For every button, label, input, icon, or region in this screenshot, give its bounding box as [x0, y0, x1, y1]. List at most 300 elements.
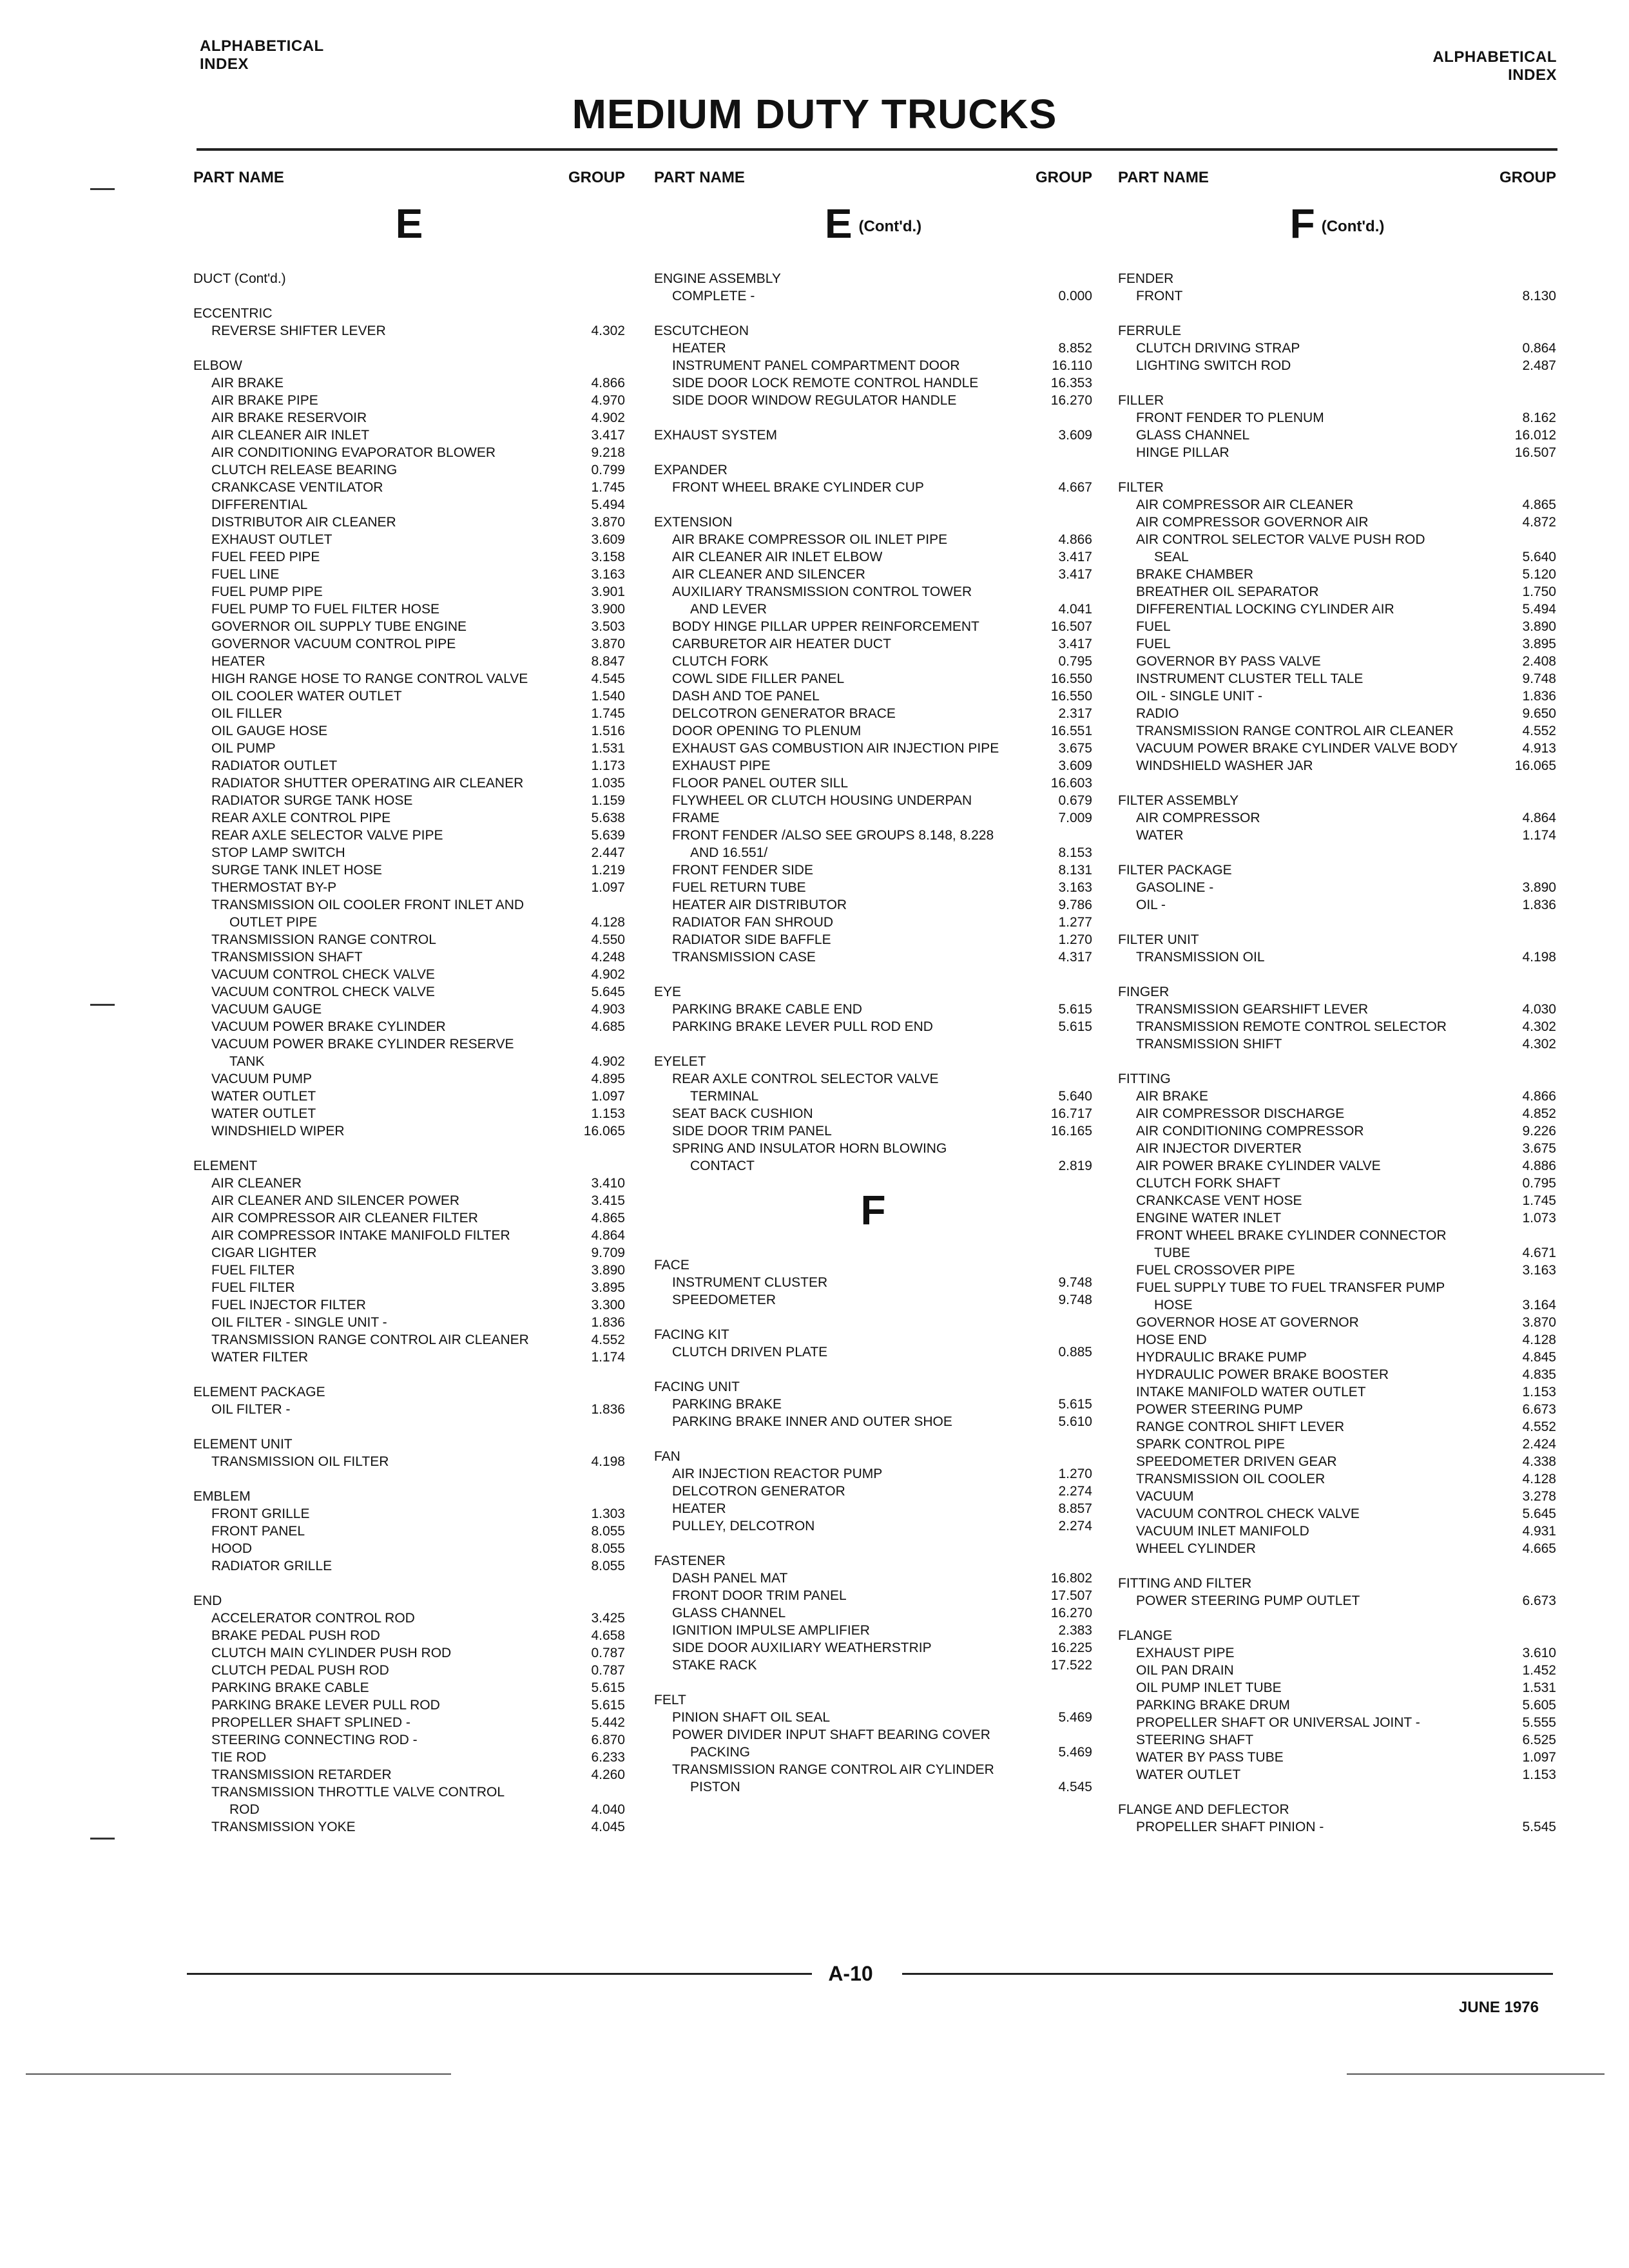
index-entry	[654, 705, 1092, 722]
index-entry	[654, 879, 1092, 896]
index-entry	[193, 1627, 625, 1644]
index-entry	[654, 1465, 1092, 1483]
index-entry	[1118, 1401, 1556, 1418]
entry-group-number: 1.277	[1058, 915, 1092, 930]
index-entry	[193, 1088, 625, 1105]
group-heading-name: ECCENTRIC	[193, 306, 273, 321]
entry-group-number: 16.802	[1050, 1571, 1092, 1586]
index-entry	[193, 427, 625, 444]
index-entry	[654, 1343, 1092, 1361]
index-entry	[654, 1018, 1092, 1035]
index-entry	[1118, 601, 1556, 618]
index-entry	[193, 1644, 625, 1662]
entry-part-name: EXHAUST GAS COMBUSTION AIR INJECTION PIPE	[672, 741, 999, 756]
group-heading	[1118, 861, 1556, 879]
entry-part-name: HEATER	[672, 341, 726, 356]
entry-group-number: 4.886	[1522, 1158, 1556, 1173]
entry-group-number: 1.540	[591, 689, 625, 704]
entry-part-name: OIL -	[1136, 898, 1166, 912]
section-letter-text: E	[395, 200, 423, 247]
index-column-3	[1118, 169, 1556, 1836]
index-entry	[193, 1209, 625, 1227]
entry-part-name: VACUUM POWER BRAKE CYLINDER RESERVE	[211, 1037, 514, 1052]
index-entry	[654, 1157, 1092, 1175]
entry-group-number: 4.665	[1522, 1541, 1556, 1556]
index-entry	[654, 1778, 1092, 1796]
entry-group-number: 5.615	[1058, 1019, 1092, 1034]
entry-group-number: 16.550	[1050, 689, 1092, 704]
entry-part-name: BREATHER OIL SEPARATOR	[1136, 584, 1319, 599]
index-group	[193, 1157, 625, 1366]
entry-group-number: 16.270	[1050, 1606, 1092, 1620]
section-letter	[654, 195, 1092, 253]
entry-group-number: 5.640	[1522, 550, 1556, 564]
entry-group-number: 8.055	[591, 1541, 625, 1556]
index-entry	[654, 635, 1092, 653]
group-heading	[193, 1383, 625, 1401]
index-entry	[1118, 809, 1556, 827]
index-entry	[654, 792, 1092, 809]
index-entry	[193, 1714, 625, 1731]
index-entry	[193, 635, 625, 653]
entry-part-name: TRANSMISSION OIL COOLER	[1136, 1472, 1325, 1486]
index-group	[654, 1378, 1092, 1430]
entry-part-name: EXHAUST PIPE	[672, 758, 771, 773]
entry-group-number: 6.870	[591, 1733, 625, 1747]
entry-group-number: 2.408	[1522, 654, 1556, 669]
entry-group-number: 5.494	[591, 497, 625, 512]
section-letter-cont: (Cont'd.)	[858, 218, 922, 236]
index-group	[654, 1053, 1092, 1175]
entry-part-name: AIR COMPRESSOR	[1136, 811, 1260, 825]
page-number: A-10	[828, 1962, 873, 1985]
entry-part-name: FRONT FENDER /ALSO SEE GROUPS 8.148, 8.228	[672, 828, 994, 843]
header-right-line2: INDEX	[1508, 66, 1557, 84]
index-entry	[193, 1105, 625, 1122]
index-entry	[654, 827, 1092, 844]
entry-group-number: 0.885	[1058, 1345, 1092, 1360]
entry-part-name: STEERING CONNECTING ROD -	[211, 1733, 418, 1747]
index-entry	[654, 1413, 1092, 1430]
index-entry	[1118, 1766, 1556, 1783]
entry-part-name: AIR COMPRESSOR AIR CLEANER	[1136, 497, 1354, 512]
entry-part-name: SEAT BACK CUSHION	[672, 1106, 813, 1121]
group-heading-name: ELEMENT	[193, 1158, 258, 1173]
entry-group-number: 3.278	[1522, 1489, 1556, 1504]
group-heading-name: FERRULE	[1118, 323, 1182, 338]
entry-group-number: 3.164	[1522, 1298, 1556, 1312]
entry-part-name: BRAKE CHAMBER	[1136, 567, 1254, 582]
entry-group-number: 4.864	[591, 1228, 625, 1243]
entry-group-number: 1.836	[591, 1315, 625, 1330]
group-heading	[1118, 479, 1556, 496]
group-heading-name: FASTENER	[654, 1553, 726, 1568]
entry-group-number: 3.901	[591, 584, 625, 599]
entry-group-number: 4.040	[591, 1802, 625, 1817]
entry-group-number: 0.864	[1522, 341, 1556, 356]
entry-part-name: INTAKE MANIFOLD WATER OUTLET	[1136, 1385, 1366, 1399]
entry-part-name: HINGE PILLAR	[1136, 445, 1229, 460]
group-heading-name: FITTING AND FILTER	[1118, 1576, 1252, 1591]
index-entry	[193, 792, 625, 809]
entry-group-number: 4.030	[1522, 1002, 1556, 1017]
entry-part-name: FUEL INJECTOR FILTER	[211, 1298, 366, 1312]
index-group	[1118, 1070, 1556, 1557]
entry-group-number: 5.645	[1522, 1506, 1556, 1521]
index-entry	[654, 392, 1092, 409]
entry-group-number: 4.667	[1058, 480, 1092, 495]
entry-part-name: OUTLET PIPE	[229, 915, 318, 930]
entry-part-name: VACUUM	[1136, 1489, 1194, 1504]
index-entry	[193, 948, 625, 966]
entry-group-number: 5.469	[1058, 1710, 1092, 1725]
index-group	[193, 1383, 625, 1418]
entry-part-name: TIE ROD	[211, 1750, 267, 1765]
group-heading	[1118, 322, 1556, 340]
index-entry	[654, 583, 1092, 601]
index-entry	[1118, 687, 1556, 705]
entry-part-name: FUEL FEED PIPE	[211, 550, 320, 564]
entry-group-number: 4.970	[591, 393, 625, 408]
index-entry	[193, 1070, 625, 1088]
group-heading	[1118, 392, 1556, 409]
entry-group-number: 16.065	[1514, 758, 1556, 773]
group-heading-name: FLANGE AND DEFLECTOR	[1118, 1802, 1289, 1817]
index-entry	[193, 861, 625, 879]
index-entry	[1118, 1818, 1556, 1836]
entry-part-name: PARKING BRAKE DRUM	[1136, 1698, 1290, 1713]
index-entry	[1118, 1279, 1556, 1296]
group-heading	[654, 514, 1092, 531]
index-entry	[654, 653, 1092, 670]
entry-part-name: CRANKCASE VENTILATOR	[211, 480, 383, 495]
index-entry	[193, 409, 625, 427]
entry-part-name: OIL COOLER WATER OUTLET	[211, 689, 402, 704]
index-entry	[193, 931, 625, 948]
index-entry	[193, 618, 625, 635]
entry-part-name: AIR CLEANER AND SILENCER	[672, 567, 865, 582]
entry-part-name: AIR CONTROL SELECTOR VALVE PUSH ROD	[1136, 532, 1425, 547]
index-entry	[1118, 1314, 1556, 1331]
index-entry	[654, 740, 1092, 757]
index-entry	[1118, 1122, 1556, 1140]
entry-group-number: 1.097	[591, 1089, 625, 1104]
entry-part-name: SIDE DOOR WINDOW REGULATOR HANDLE	[672, 393, 957, 408]
margin-mark	[90, 1004, 115, 1006]
index-entry	[1118, 1436, 1556, 1453]
index-entry	[193, 966, 625, 983]
index-entry	[1118, 287, 1556, 305]
entry-group-number: 1.531	[591, 741, 625, 756]
entry-part-name: WATER BY PASS TUBE	[1136, 1750, 1284, 1765]
group-heading	[654, 983, 1092, 1001]
index-entry	[193, 1018, 625, 1035]
entry-group-number: 8.852	[1058, 341, 1092, 356]
index-group	[654, 1448, 1092, 1535]
entry-part-name: SIDE DOOR TRIM PANEL	[672, 1124, 832, 1139]
index-entry	[1118, 879, 1556, 896]
index-entry	[193, 1314, 625, 1331]
entry-part-name: DIFFERENTIAL	[211, 497, 308, 512]
section-letter-text: E	[824, 200, 853, 247]
entry-group-number: 1.159	[591, 793, 625, 808]
index-entry	[193, 1523, 625, 1540]
index-group	[1118, 479, 1556, 774]
entry-part-name: RADIATOR FAN SHROUD	[672, 915, 834, 930]
entry-part-name: TRANSMISSION RETARDER	[211, 1767, 392, 1782]
index-entry	[1118, 1540, 1556, 1557]
index-entry	[193, 601, 625, 618]
entry-part-name: HOOD	[211, 1541, 252, 1556]
index-entry	[654, 566, 1092, 583]
entry-group-number: 3.675	[1058, 741, 1092, 756]
index-group	[193, 305, 625, 340]
entry-part-name: AIR BRAKE	[1136, 1089, 1209, 1104]
entry-part-name: TRANSMISSION SHAFT	[211, 950, 363, 965]
entry-group-number: 5.615	[591, 1698, 625, 1713]
index-entry	[1118, 1227, 1556, 1244]
index-entry	[193, 1766, 625, 1783]
group-heading-name: DUCT (Cont'd.)	[193, 271, 286, 286]
entry-group-number: 8.131	[1058, 863, 1092, 878]
index-group	[1118, 270, 1556, 305]
entry-part-name: HEATER	[211, 654, 265, 669]
index-group	[654, 270, 1092, 305]
entry-part-name: TRANSMISSION OIL	[1136, 950, 1265, 965]
entry-group-number: 3.158	[591, 550, 625, 564]
entry-part-name: TRANSMISSION OIL COOLER FRONT INLET AND	[211, 898, 525, 912]
index-entry	[654, 1122, 1092, 1140]
group-heading-name: ELBOW	[193, 358, 242, 373]
index-entry	[193, 722, 625, 740]
group-heading-name: EYE	[654, 985, 682, 999]
group-header: GROUP	[1035, 169, 1092, 186]
title-rule	[197, 148, 1557, 151]
index-group	[1118, 983, 1556, 1053]
group-heading-name: END	[193, 1593, 222, 1608]
entry-part-name: COWL SIDE FILLER PANEL	[672, 671, 845, 686]
entry-part-name: TRANSMISSION OIL FILTER	[211, 1454, 389, 1469]
entry-group-number: 1.174	[591, 1350, 625, 1365]
entry-group-number: 3.417	[1058, 567, 1092, 582]
entry-part-name: TUBE	[1154, 1245, 1191, 1260]
index-entry	[654, 931, 1092, 948]
index-entry	[1118, 583, 1556, 601]
entry-part-name: POWER STEERING PUMP OUTLET	[1136, 1593, 1360, 1608]
entry-part-name: FUEL RETURN TUBE	[672, 880, 806, 895]
index-entry	[654, 1070, 1092, 1088]
index-entry	[193, 1262, 625, 1279]
index-entry	[193, 1610, 625, 1627]
entry-part-name: CIGAR LIGHTER	[211, 1245, 317, 1260]
column-header	[654, 169, 1092, 195]
entry-part-name: FLYWHEEL OR CLUTCH HOUSING UNDERPAN	[672, 793, 972, 808]
entry-part-name: VACUUM GAUGE	[211, 1002, 322, 1017]
entry-part-name: POWER STEERING PUMP	[1136, 1402, 1304, 1417]
group-heading	[193, 270, 625, 287]
entry-group-number: 16.550	[1050, 671, 1092, 686]
index-entry	[193, 392, 625, 409]
index-entry	[654, 1744, 1092, 1761]
group-heading	[654, 1326, 1092, 1343]
index-group	[1118, 1801, 1556, 1836]
entry-group-number: 8.857	[1058, 1501, 1092, 1516]
entry-part-name: RADIATOR SHUTTER OPERATING AIR CLEANER	[211, 776, 524, 791]
index-entry	[193, 496, 625, 514]
entry-group-number: 5.494	[1522, 602, 1556, 617]
entry-part-name: DELCOTRON GENERATOR	[672, 1484, 845, 1499]
entry-group-number: 5.615	[1058, 1002, 1092, 1017]
entry-group-number: 4.866	[1058, 532, 1092, 547]
entry-group-number: 7.009	[1058, 811, 1092, 825]
entry-part-name: FRONT FENDER SIDE	[672, 863, 813, 878]
index-entry	[193, 1053, 625, 1070]
entry-group-number: 4.552	[1522, 1419, 1556, 1434]
group-heading	[654, 1053, 1092, 1070]
index-entry	[193, 1001, 625, 1018]
margin-mark	[90, 188, 115, 190]
index-entry	[654, 896, 1092, 914]
index-entry	[1118, 1592, 1556, 1610]
group-heading-name: FLANGE	[1118, 1628, 1173, 1643]
index-entry	[1118, 635, 1556, 653]
entry-group-number: 4.545	[591, 671, 625, 686]
entry-group-number: 9.650	[1522, 706, 1556, 721]
index-entry	[654, 1105, 1092, 1122]
index-entry	[654, 374, 1092, 392]
index-entry	[193, 1696, 625, 1714]
entry-part-name: FUEL FILTER	[211, 1280, 295, 1295]
index-entry	[193, 670, 625, 687]
index-entry	[1118, 722, 1556, 740]
entry-group-number: 4.338	[1522, 1454, 1556, 1469]
group-heading-name: FACING UNIT	[654, 1379, 740, 1394]
index-entry	[1118, 1453, 1556, 1470]
entry-group-number: 0.795	[1522, 1176, 1556, 1191]
group-heading-name: FILTER UNIT	[1118, 932, 1199, 947]
index-entry	[193, 1818, 625, 1836]
entry-group-number: 4.902	[591, 410, 625, 425]
index-entry	[1118, 1296, 1556, 1314]
index-column-1	[193, 169, 625, 1836]
index-entry	[193, 879, 625, 896]
index-entry	[1118, 1523, 1556, 1540]
entry-part-name: CLUTCH FORK SHAFT	[1136, 1176, 1281, 1191]
group-heading-name: EXHAUST SYSTEM	[654, 428, 777, 443]
group-heading	[654, 1691, 1092, 1709]
entry-part-name: RADIATOR SURGE TANK HOSE	[211, 793, 413, 808]
entry-part-name: THERMOSTAT BY-P	[211, 880, 337, 895]
entry-part-name: ENGINE WATER INLET	[1136, 1211, 1282, 1225]
group-heading	[193, 1592, 625, 1610]
entry-group-number: 3.503	[591, 619, 625, 634]
entry-group-number: 2.424	[1522, 1437, 1556, 1452]
entry-group-number: 0.787	[591, 1663, 625, 1678]
group-heading	[1118, 792, 1556, 809]
entry-group-number: 4.835	[1522, 1367, 1556, 1382]
group-heading	[654, 322, 1092, 340]
entry-group-number: 1.035	[591, 776, 625, 791]
footer-rule-right	[902, 1973, 1553, 1975]
entry-group-number: 1.153	[591, 1106, 625, 1121]
entry-group-number: 5.469	[1058, 1745, 1092, 1760]
entry-part-name: TRANSMISSION YOKE	[211, 1820, 356, 1834]
entry-part-name: VACUUM POWER BRAKE CYLINDER VALVE BODY	[1136, 741, 1458, 756]
entry-group-number: 4.845	[1522, 1350, 1556, 1365]
entry-part-name: EXHAUST PIPE	[1136, 1646, 1235, 1660]
entry-group-number: 6.673	[1522, 1593, 1556, 1608]
index-entry	[193, 914, 625, 931]
entry-group-number: 4.671	[1522, 1245, 1556, 1260]
entry-part-name: ROD	[229, 1802, 260, 1817]
entry-part-name: HYDRAULIC POWER BRAKE BOOSTER	[1136, 1367, 1389, 1382]
entry-part-name: OIL PUMP	[211, 741, 276, 756]
group-heading	[1118, 1575, 1556, 1592]
entry-group-number: 4.865	[1522, 497, 1556, 512]
entry-part-name: DASH PANEL MAT	[672, 1571, 788, 1586]
entry-part-name: TRANSMISSION THROTTLE VALVE CONTROL	[211, 1785, 505, 1800]
entry-part-name: GLASS CHANNEL	[1136, 428, 1250, 443]
group-heading-name: FACING KIT	[654, 1327, 729, 1342]
part-name-header: PART NAME	[654, 169, 745, 186]
entry-group-number: 4.260	[591, 1767, 625, 1782]
entry-group-number: 3.870	[591, 637, 625, 651]
entry-group-number: 1.745	[591, 706, 625, 721]
index-entry	[193, 1679, 625, 1696]
entry-group-number: 1.153	[1522, 1767, 1556, 1782]
index-entry	[193, 1349, 625, 1366]
entry-part-name: PARKING BRAKE LEVER PULL ROD END	[672, 1019, 933, 1034]
group-heading	[193, 357, 625, 374]
entry-part-name: FLOOR PANEL OUTER SILL	[672, 776, 849, 791]
entry-group-number: 1.516	[591, 724, 625, 738]
group-heading	[654, 1448, 1092, 1465]
index-entry	[654, 531, 1092, 548]
entry-part-name: SIDE DOOR AUXILIARY WEATHERSTRIP	[672, 1640, 932, 1655]
index-entry	[1118, 1488, 1556, 1505]
index-group	[193, 1488, 625, 1575]
entry-group-number: 16.065	[583, 1124, 625, 1139]
index-entry	[1118, 1331, 1556, 1349]
group-heading-name: ENGINE ASSEMBLY	[654, 271, 781, 286]
entry-part-name: AIR INJECTOR DIVERTER	[1136, 1141, 1302, 1156]
entry-group-number: 3.425	[591, 1611, 625, 1626]
entry-group-number: 3.870	[1522, 1315, 1556, 1330]
group-heading	[1118, 270, 1556, 287]
index-group	[654, 1552, 1092, 1674]
entry-group-number: 4.550	[591, 932, 625, 947]
index-entry	[193, 705, 625, 722]
index-entry	[1118, 409, 1556, 427]
entry-part-name: PARKING BRAKE INNER AND OUTER SHOE	[672, 1414, 952, 1429]
index-entry	[654, 618, 1092, 635]
index-entry	[1118, 740, 1556, 757]
index-group	[654, 514, 1092, 966]
entry-part-name: CLUTCH DRIVEN PLATE	[672, 1345, 828, 1360]
entry-part-name: WINDSHIELD WASHER JAR	[1136, 758, 1313, 773]
index-entry	[193, 1783, 625, 1801]
index-entry	[1118, 705, 1556, 722]
entry-part-name: CLUTCH FORK	[672, 654, 769, 669]
entry-part-name: AIR INJECTION REACTOR PUMP	[672, 1466, 883, 1481]
index-group	[193, 1436, 625, 1470]
entry-part-name: WATER OUTLET	[211, 1089, 316, 1104]
index-entry	[1118, 618, 1556, 635]
index-entry	[193, 896, 625, 914]
entry-group-number: 1.097	[591, 880, 625, 895]
entry-part-name: FRONT WHEEL BRAKE CYLINDER CUP	[672, 480, 924, 495]
index-entry	[193, 1122, 625, 1140]
